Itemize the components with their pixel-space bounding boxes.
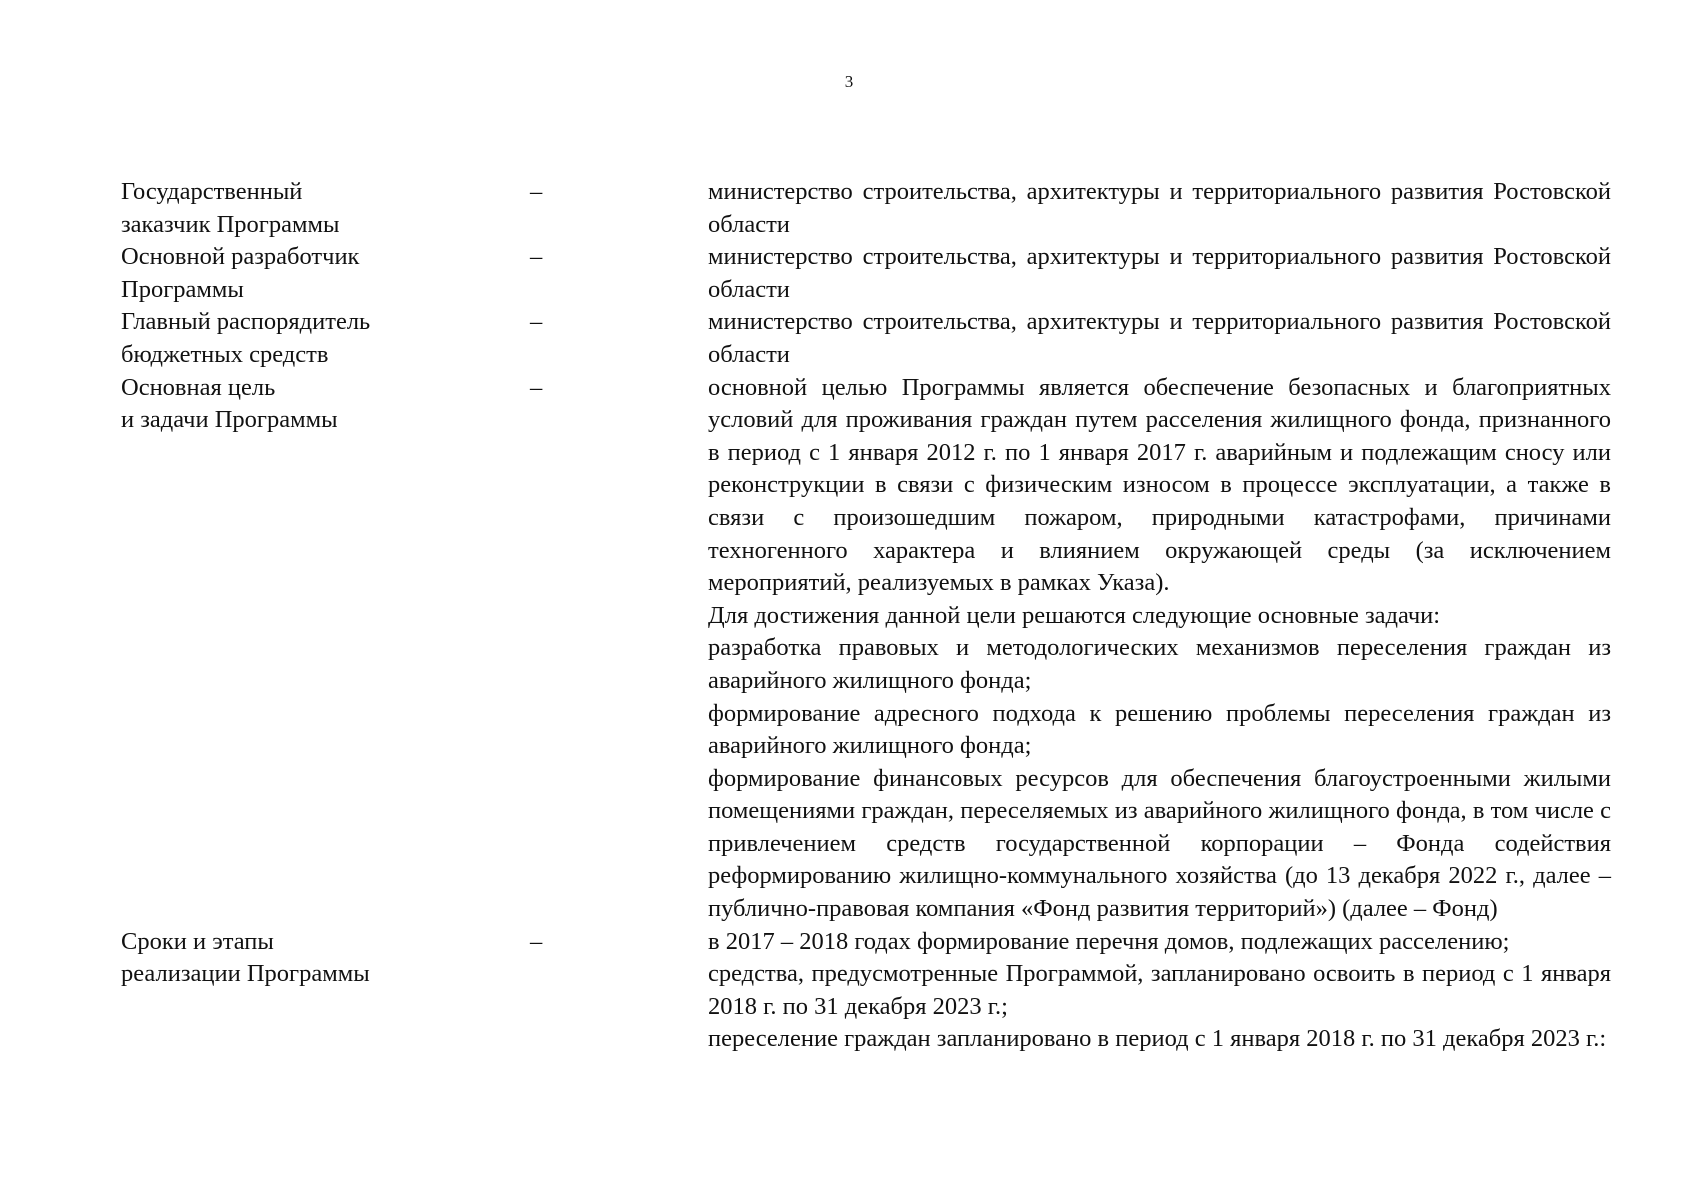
value-paragraph: Для достижения данной цели решаются следующие основные задачи: [708, 601, 1441, 629]
row-label: Государственный заказчик Программы [121, 178, 340, 238]
row-dash: – [530, 927, 543, 955]
value-paragraph: средства, предусмотренные Программой, запланировано освоить в период с 1 января 2018 г. по 31 декабря 2023 г.; [708, 960, 1611, 1020]
row-dash: – [530, 243, 543, 271]
value-paragraph: министерство строительства, архитектуры и территориального развития Ростовской области [708, 178, 1611, 238]
passport-row-goal-tasks [121, 372, 1611, 926]
row-value [708, 306, 1611, 371]
value-paragraph: переселение граждан запланировано в период с 1 января 2018 г. по 31 декабря 2023 г.: [708, 1025, 1607, 1053]
value-paragraph: формирование адресного подхода к решению проблемы переселения граждан из аварийного жилищного фонда; [708, 699, 1611, 760]
row-value [708, 241, 1611, 306]
row-value [708, 926, 1611, 1056]
page-number: 3 [844, 72, 854, 91]
value-paragraph: основной целью Программы является обеспечение безопасных и благоприятных условий для проживания граждан путем расселения жилищного фонда, признанного в период с 1 января 2012 г. по 1 января 2017 г. аварийным и подлежащим сносу или реконструкции в связи с физическим износом в процессе эксплуатации, а также в связи с произошедшим пожаром, природными катастрофами, причинами техногенного характера и влиянием окружающей среды (за исключением мероприятий, реализуемых в рамках Указа). [708, 373, 1611, 597]
row-dash: – [530, 308, 543, 336]
row-label: Основной разработчик Программы [121, 243, 360, 303]
passport-row-budget-manager [121, 306, 1611, 371]
value-paragraph: министерство строительства, архитектуры и территориального развития Ростовской области [708, 308, 1611, 368]
value-paragraph: формирование финансовых ресурсов для обеспечения благоустроенными жилыми помещениями граждан, переселяемых из аварийного жилищного фонда, в том числе с привлечением средств государственной корпорации – Фонда содействия реформированию жилищно-коммунального хозяйства (до 13 декабря 2022 г., далее – публично-правовая компания «Фонд развития территорий») (далее – Фонд) [708, 764, 1611, 923]
passport-row-customer [121, 176, 1611, 241]
row-label: Сроки и этапы реализации Программы [121, 927, 370, 988]
row-dash: – [530, 178, 543, 205]
row-value [708, 372, 1611, 926]
value-paragraph: министерство строительства, архитектуры и территориального развития Ростовской области [708, 243, 1611, 303]
passport-row-timing-stages [121, 926, 1611, 1056]
row-label: Основная цель и задачи Программы [121, 373, 338, 434]
passport-row-developer [121, 241, 1611, 306]
value-paragraph: разработка правовых и методологических механизмов переселения граждан из аварийного жилищного фонда; [708, 634, 1611, 694]
row-label: Главный распорядитель бюджетных средств [121, 308, 371, 368]
program-passport-table [121, 176, 1611, 1056]
row-dash: – [530, 373, 543, 401]
row-value [708, 176, 1611, 241]
value-paragraph: в 2017 – 2018 годах формирование перечня домов, подлежащих расселению; [708, 927, 1510, 955]
